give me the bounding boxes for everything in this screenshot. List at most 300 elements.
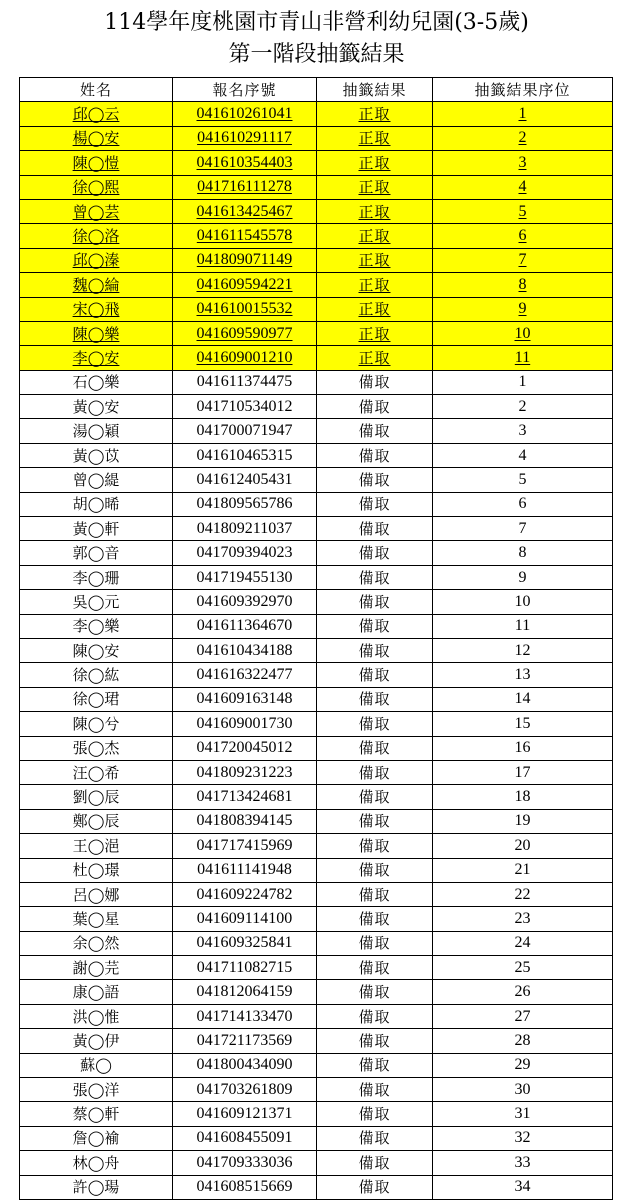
cell-result xyxy=(317,1175,433,1199)
cell-name-text: 洪◯惟 xyxy=(72,1007,120,1026)
cell-registration-id xyxy=(173,126,317,150)
cell-name-text: 宋◯飛 xyxy=(72,300,120,319)
cell-rank xyxy=(433,419,613,443)
cell-registration-id-text: 041714133470 xyxy=(196,1007,293,1025)
cell-name xyxy=(20,638,173,662)
cell-rank xyxy=(433,1029,613,1053)
table-row xyxy=(20,346,613,370)
cell-registration-id-text: 041809211037 xyxy=(196,519,293,537)
cell-rank-text: 27 xyxy=(514,1007,531,1025)
cell-result-text: 備取 xyxy=(358,544,391,563)
cell-result-text: 正取 xyxy=(358,153,391,172)
cell-name xyxy=(20,224,173,248)
cell-rank xyxy=(433,809,613,833)
cell-result-text: 備取 xyxy=(358,592,391,611)
cell-registration-id-text: 041608515669 xyxy=(196,1178,293,1196)
cell-registration-id-text: 041609594221 xyxy=(196,275,293,293)
cell-rank-text: 4 xyxy=(518,178,527,196)
cell-name xyxy=(20,956,173,980)
table-row xyxy=(20,760,613,784)
cell-name xyxy=(20,321,173,345)
cell-rank xyxy=(433,151,613,175)
cell-result xyxy=(317,663,433,687)
cell-rank xyxy=(433,980,613,1004)
cell-name-text: 徐◯珺 xyxy=(72,690,120,709)
cell-rank-text: 8 xyxy=(518,275,527,293)
cell-result-text: 正取 xyxy=(358,275,391,294)
table-row xyxy=(20,785,613,809)
cell-name xyxy=(20,809,173,833)
cell-name xyxy=(20,858,173,882)
cell-rank-text: 3 xyxy=(518,153,527,171)
cell-rank xyxy=(433,1053,613,1077)
cell-rank-text: 30 xyxy=(514,1080,531,1098)
table-row xyxy=(20,809,613,833)
cell-registration-id-text: 041610261041 xyxy=(196,105,293,123)
cell-registration-id xyxy=(173,1078,317,1102)
cell-rank-text: 34 xyxy=(514,1178,531,1196)
cell-registration-id-text: 041710534012 xyxy=(196,397,293,415)
cell-rank xyxy=(433,370,613,394)
cell-rank xyxy=(433,687,613,711)
cell-registration-id xyxy=(173,614,317,638)
cell-rank-text: 8 xyxy=(518,544,527,562)
cell-rank-text: 16 xyxy=(514,739,531,757)
cell-rank xyxy=(433,638,613,662)
cell-registration-id xyxy=(173,321,317,345)
table-row xyxy=(20,395,613,419)
cell-rank xyxy=(433,1175,613,1199)
cell-name-text: 曾◯緹 xyxy=(72,470,120,489)
table-row xyxy=(20,1151,613,1175)
cell-name xyxy=(20,590,173,614)
cell-registration-id xyxy=(173,395,317,419)
cell-result xyxy=(317,199,433,223)
cell-registration-id xyxy=(173,517,317,541)
cell-rank-text: 12 xyxy=(514,641,531,659)
cell-registration-id xyxy=(173,151,317,175)
cell-rank-text: 21 xyxy=(514,861,531,879)
cell-name-text: 陳◯愷 xyxy=(72,153,120,172)
cell-name xyxy=(20,1151,173,1175)
cell-name xyxy=(20,687,173,711)
cell-rank-text: 10 xyxy=(514,592,531,610)
cell-name xyxy=(20,931,173,955)
cell-result-text: 備取 xyxy=(358,568,391,587)
cell-result xyxy=(317,321,433,345)
cell-result-text: 備取 xyxy=(358,714,391,733)
cell-rank-text: 28 xyxy=(514,1031,531,1049)
cell-result xyxy=(317,126,433,150)
cell-registration-id xyxy=(173,175,317,199)
cell-rank-text: 32 xyxy=(514,1129,531,1147)
cell-result xyxy=(317,882,433,906)
cell-rank xyxy=(433,834,613,858)
cell-registration-id xyxy=(173,1004,317,1028)
cell-rank xyxy=(433,1126,613,1150)
cell-rank xyxy=(433,785,613,809)
cell-registration-id xyxy=(173,785,317,809)
cell-name-text: 徐◯熙 xyxy=(72,178,120,197)
cell-name-text: 謝◯芫 xyxy=(72,958,120,977)
cell-registration-id-text: 041711082715 xyxy=(196,958,293,976)
cell-registration-id xyxy=(173,565,317,589)
cell-name-text: 吳◯元 xyxy=(72,592,120,611)
cell-registration-id-text: 041703261809 xyxy=(196,1080,293,1098)
cell-name xyxy=(20,1102,173,1126)
cell-registration-id-text: 041809231223 xyxy=(196,763,293,781)
cell-name-text: 李◯樂 xyxy=(72,617,120,636)
cell-result-text: 正取 xyxy=(358,178,391,197)
cell-name xyxy=(20,1029,173,1053)
header-result: 抽籤結果 xyxy=(317,78,433,102)
cell-result-text: 正取 xyxy=(358,227,391,246)
cell-result xyxy=(317,248,433,272)
cell-rank-text: 25 xyxy=(514,958,531,976)
table-row xyxy=(20,1004,613,1028)
cell-registration-id xyxy=(173,370,317,394)
cell-name-text: 李◯珊 xyxy=(72,568,120,587)
cell-rank xyxy=(433,102,613,126)
cell-result xyxy=(317,1029,433,1053)
cell-name-text: 曾◯芸 xyxy=(72,202,120,221)
cell-registration-id-text: 041700071947 xyxy=(196,422,293,440)
cell-rank xyxy=(433,443,613,467)
cell-name xyxy=(20,273,173,297)
cell-name-text: 余◯然 xyxy=(72,934,120,953)
cell-name xyxy=(20,297,173,321)
table-row xyxy=(20,882,613,906)
cell-rank xyxy=(433,175,613,199)
cell-registration-id xyxy=(173,248,317,272)
cell-rank xyxy=(433,1004,613,1028)
cell-result-text: 備取 xyxy=(358,934,391,953)
cell-result-text: 備取 xyxy=(358,641,391,660)
cell-rank xyxy=(433,541,613,565)
cell-name-text: 黃◯安 xyxy=(72,397,120,416)
cell-name xyxy=(20,785,173,809)
cell-registration-id xyxy=(173,907,317,931)
table-row xyxy=(20,102,613,126)
table-row xyxy=(20,273,613,297)
table-row xyxy=(20,663,613,687)
table-row xyxy=(20,687,613,711)
cell-registration-id xyxy=(173,273,317,297)
cell-result xyxy=(317,517,433,541)
table-row xyxy=(20,1078,613,1102)
cell-name-text: 魏◯綸 xyxy=(72,275,120,294)
cell-name xyxy=(20,1078,173,1102)
cell-registration-id xyxy=(173,468,317,492)
cell-name xyxy=(20,370,173,394)
cell-result-text: 備取 xyxy=(358,836,391,855)
cell-registration-id-text: 041610015532 xyxy=(196,300,293,318)
cell-result-text: 備取 xyxy=(358,885,391,904)
cell-registration-id xyxy=(173,687,317,711)
cell-rank xyxy=(433,346,613,370)
cell-name-text: 鄭◯辰 xyxy=(72,812,120,831)
table-body xyxy=(20,102,613,1200)
cell-name-text: 徐◯紘 xyxy=(72,666,120,685)
cell-name-text: 胡◯晞 xyxy=(72,495,120,514)
cell-registration-id-text: 041713424681 xyxy=(196,788,293,806)
cell-result xyxy=(317,834,433,858)
table-row xyxy=(20,980,613,1004)
cell-result-text: 備取 xyxy=(358,763,391,782)
cell-registration-id xyxy=(173,858,317,882)
table-row xyxy=(20,370,613,394)
cell-name xyxy=(20,1175,173,1199)
cell-name-text: 邱◯溱 xyxy=(72,251,120,270)
table-row xyxy=(20,1029,613,1053)
table-row xyxy=(20,1175,613,1199)
cell-name xyxy=(20,126,173,150)
cell-name-text: 林◯舟 xyxy=(72,1153,120,1172)
cell-rank xyxy=(433,907,613,931)
table-row xyxy=(20,1053,613,1077)
cell-rank-text: 7 xyxy=(518,251,527,269)
page-title: 114學年度桃園市青山非營利幼兒園(3-5歲) xyxy=(104,10,529,35)
cell-name xyxy=(20,346,173,370)
table-row xyxy=(20,224,613,248)
cell-rank-text: 11 xyxy=(514,348,531,366)
cell-rank-text: 10 xyxy=(514,324,531,342)
cell-name-text: 蘇◯ xyxy=(80,1056,112,1075)
cell-name xyxy=(20,760,173,784)
cell-result-text: 備取 xyxy=(358,373,391,392)
cell-rank xyxy=(433,224,613,248)
cell-registration-id-text: 041809565786 xyxy=(196,495,293,513)
cell-rank-text: 5 xyxy=(518,470,527,488)
table-row xyxy=(20,590,613,614)
cell-result xyxy=(317,736,433,760)
cell-result xyxy=(317,1126,433,1150)
cell-name xyxy=(20,468,173,492)
cell-result-text: 備取 xyxy=(358,1056,391,1075)
cell-result-text: 正取 xyxy=(358,348,391,367)
cell-result xyxy=(317,1004,433,1028)
cell-registration-id-text: 041809071149 xyxy=(196,251,293,269)
cell-result-text: 正取 xyxy=(358,202,391,221)
cell-registration-id xyxy=(173,663,317,687)
table-row xyxy=(20,956,613,980)
cell-name xyxy=(20,541,173,565)
table-row xyxy=(20,321,613,345)
cell-rank-text: 5 xyxy=(518,202,527,220)
table-row xyxy=(20,297,613,321)
cell-registration-id-text: 041611374475 xyxy=(196,373,293,391)
cell-name-text: 徐◯洛 xyxy=(72,227,120,246)
cell-result-text: 備取 xyxy=(358,812,391,831)
cell-result xyxy=(317,395,433,419)
cell-registration-id xyxy=(173,736,317,760)
cell-rank-text: 3 xyxy=(518,422,527,440)
cell-result xyxy=(317,980,433,1004)
cell-name xyxy=(20,1053,173,1077)
cell-result-text: 備取 xyxy=(358,470,391,489)
cell-name xyxy=(20,102,173,126)
cell-rank xyxy=(433,882,613,906)
cell-result-text: 備取 xyxy=(358,861,391,880)
cell-result-text: 備取 xyxy=(358,690,391,709)
cell-result xyxy=(317,468,433,492)
cell-result-text: 備取 xyxy=(358,397,391,416)
cell-name-text: 張◯洋 xyxy=(72,1080,120,1099)
table-row xyxy=(20,248,613,272)
cell-rank xyxy=(433,712,613,736)
cell-rank-text: 11 xyxy=(514,617,531,635)
cell-result-text: 備取 xyxy=(358,666,391,685)
cell-result xyxy=(317,590,433,614)
cell-name xyxy=(20,517,173,541)
cell-name-text: 陳◯樂 xyxy=(72,324,120,343)
table-row xyxy=(20,1126,613,1150)
cell-result xyxy=(317,346,433,370)
cell-rank-text: 19 xyxy=(514,812,531,830)
cell-rank-text: 24 xyxy=(514,934,531,952)
cell-registration-id-text: 041721173569 xyxy=(196,1031,293,1049)
cell-registration-id xyxy=(173,809,317,833)
cell-registration-id-text: 041613425467 xyxy=(196,202,293,220)
cell-rank xyxy=(433,1078,613,1102)
cell-name-text: 湯◯穎 xyxy=(72,422,120,441)
cell-name-text: 陳◯安 xyxy=(72,641,120,660)
cell-rank-text: 7 xyxy=(518,519,527,537)
cell-result xyxy=(317,858,433,882)
cell-result xyxy=(317,224,433,248)
cell-name-text: 詹◯褕 xyxy=(72,1129,120,1148)
cell-rank-text: 31 xyxy=(514,1105,531,1123)
cell-rank xyxy=(433,126,613,150)
cell-rank xyxy=(433,468,613,492)
table-row xyxy=(20,151,613,175)
cell-name xyxy=(20,248,173,272)
cell-registration-id-text: 041612405431 xyxy=(196,470,293,488)
cell-result xyxy=(317,785,433,809)
cell-rank-text: 33 xyxy=(514,1153,531,1171)
cell-name-text: 李◯安 xyxy=(72,348,120,367)
cell-registration-id-text: 041800434090 xyxy=(196,1056,293,1074)
cell-name-text: 王◯浥 xyxy=(72,836,120,855)
cell-rank xyxy=(433,321,613,345)
page-subtitle: 第一階段抽籤結果 xyxy=(228,42,405,67)
cell-result xyxy=(317,175,433,199)
cell-name xyxy=(20,882,173,906)
cell-rank-text: 18 xyxy=(514,788,531,806)
cell-name xyxy=(20,443,173,467)
cell-result-text: 備取 xyxy=(358,1178,391,1197)
cell-result xyxy=(317,102,433,126)
cell-rank xyxy=(433,931,613,955)
cell-registration-id-text: 041717415969 xyxy=(196,836,293,854)
cell-rank xyxy=(433,858,613,882)
cell-registration-id xyxy=(173,102,317,126)
header-registration-id: 報名序號 xyxy=(173,78,317,102)
cell-registration-id xyxy=(173,199,317,223)
cell-result-text: 正取 xyxy=(358,105,391,124)
cell-name-text: 汪◯希 xyxy=(72,763,120,782)
cell-result xyxy=(317,370,433,394)
cell-result xyxy=(317,297,433,321)
cell-rank-text: 1 xyxy=(518,373,527,391)
cell-rank-text: 26 xyxy=(514,983,531,1001)
cell-rank xyxy=(433,248,613,272)
cell-name-text: 黃◯伊 xyxy=(72,1031,120,1050)
cell-result-text: 正取 xyxy=(358,300,391,319)
cell-registration-id-text: 041720045012 xyxy=(196,739,293,757)
cell-result xyxy=(317,687,433,711)
cell-result xyxy=(317,809,433,833)
cell-name xyxy=(20,1004,173,1028)
lottery-results-table xyxy=(19,77,613,1200)
table-row xyxy=(20,736,613,760)
cell-rank xyxy=(433,1151,613,1175)
cell-result-text: 備取 xyxy=(358,1080,391,1099)
cell-result xyxy=(317,1151,433,1175)
cell-rank xyxy=(433,517,613,541)
cell-name-text: 葉◯星 xyxy=(72,909,120,928)
cell-result xyxy=(317,565,433,589)
cell-rank-text: 4 xyxy=(518,446,527,464)
table-row xyxy=(20,199,613,223)
cell-registration-id xyxy=(173,956,317,980)
cell-rank-text: 2 xyxy=(518,397,527,415)
cell-rank-text: 9 xyxy=(518,300,527,318)
cell-registration-id xyxy=(173,541,317,565)
cell-result xyxy=(317,760,433,784)
cell-rank-text: 14 xyxy=(514,690,531,708)
cell-rank-text: 20 xyxy=(514,836,531,854)
cell-registration-id-text: 041719455130 xyxy=(196,568,293,586)
cell-result-text: 備取 xyxy=(358,1153,391,1172)
table-row xyxy=(20,907,613,931)
cell-name-text: 劉◯辰 xyxy=(72,788,120,807)
table-row xyxy=(20,712,613,736)
cell-registration-id-text: 041611545578 xyxy=(196,227,293,245)
table-row xyxy=(20,419,613,443)
cell-result-text: 備取 xyxy=(358,422,391,441)
cell-result-text: 備取 xyxy=(358,495,391,514)
cell-rank xyxy=(433,614,613,638)
cell-rank xyxy=(433,199,613,223)
cell-name-text: 邱◯云 xyxy=(72,105,120,124)
cell-name xyxy=(20,395,173,419)
cell-rank xyxy=(433,492,613,516)
cell-name xyxy=(20,1126,173,1150)
cell-registration-id xyxy=(173,1175,317,1199)
table-row xyxy=(20,1102,613,1126)
cell-result-text: 備取 xyxy=(358,739,391,758)
cell-registration-id xyxy=(173,931,317,955)
cell-result xyxy=(317,638,433,662)
cell-result xyxy=(317,931,433,955)
cell-result-text: 備取 xyxy=(358,446,391,465)
cell-result-text: 備取 xyxy=(358,958,391,977)
cell-name xyxy=(20,151,173,175)
cell-result xyxy=(317,273,433,297)
cell-rank-text: 17 xyxy=(514,763,531,781)
cell-name xyxy=(20,907,173,931)
cell-name-text: 許◯瑒 xyxy=(72,1178,120,1197)
cell-rank-text: 6 xyxy=(518,227,527,245)
cell-registration-id-text: 041611364670 xyxy=(196,617,293,635)
cell-registration-id-text: 041709394023 xyxy=(196,544,293,562)
cell-name xyxy=(20,492,173,516)
cell-result xyxy=(317,1078,433,1102)
cell-registration-id-text: 041609325841 xyxy=(196,934,293,952)
cell-registration-id-text: 041610465315 xyxy=(196,446,293,464)
cell-name xyxy=(20,980,173,1004)
